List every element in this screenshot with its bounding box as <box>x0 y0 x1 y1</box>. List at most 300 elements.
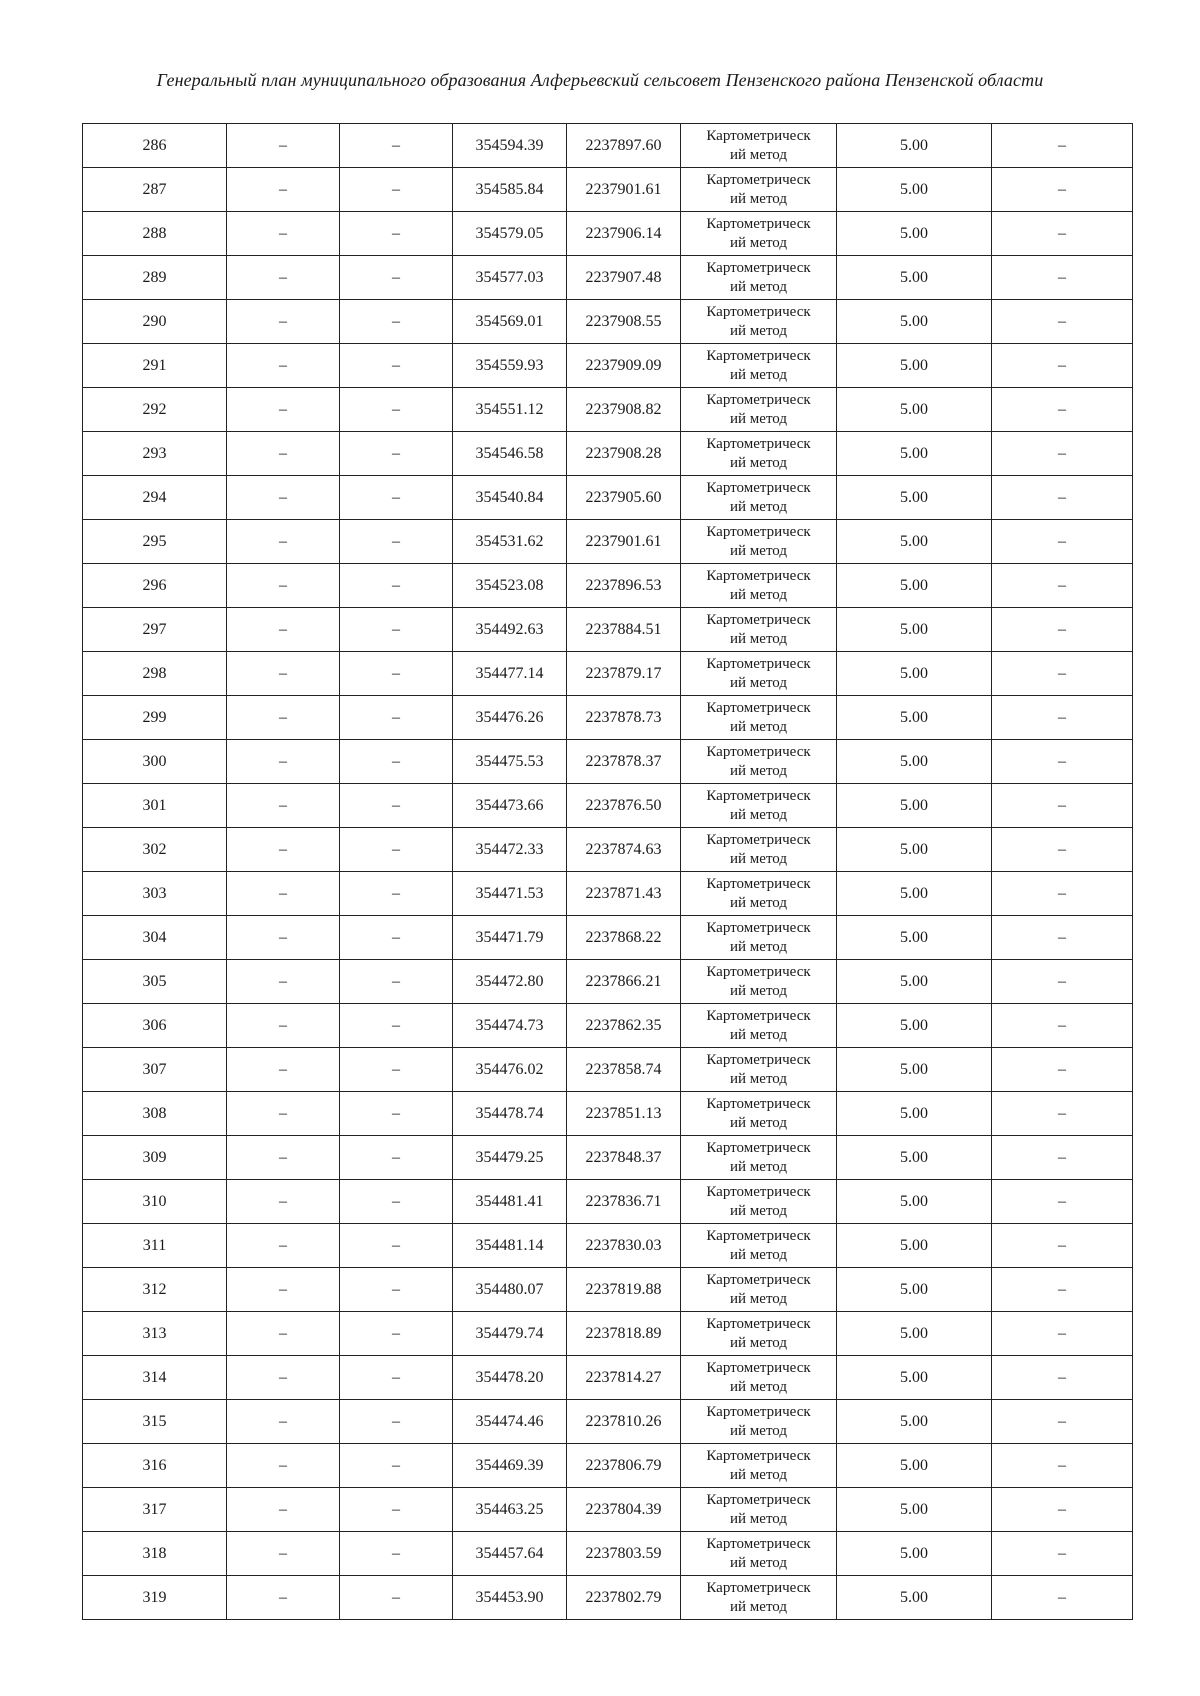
dash-cell: – <box>340 960 453 1004</box>
method-text-line: Картометрическ <box>706 1184 811 1200</box>
method-cell <box>681 652 837 696</box>
table-row <box>83 476 1133 520</box>
dash-cell: – <box>340 212 453 256</box>
x-coordinate-cell: 354474.73 <box>453 1004 567 1048</box>
dash-cell: – <box>340 608 453 652</box>
precision-cell: 5.00 <box>837 1092 992 1136</box>
dash-cell: – <box>340 1532 453 1576</box>
x-coordinate-cell: 354577.03 <box>453 256 567 300</box>
y-coordinate-cell: 2237908.28 <box>567 432 681 476</box>
dash-cell: – <box>227 1136 340 1180</box>
dash-cell: – <box>227 1488 340 1532</box>
precision-cell: 5.00 <box>837 1224 992 1268</box>
dash-cell: – <box>992 1400 1133 1444</box>
precision-cell: 5.00 <box>837 960 992 1004</box>
point-number-cell: 315 <box>83 1400 227 1444</box>
dash-cell: – <box>340 916 453 960</box>
y-coordinate-cell: 2237858.74 <box>567 1048 681 1092</box>
point-number-cell: 299 <box>83 696 227 740</box>
y-coordinate-cell: 2237878.73 <box>567 696 681 740</box>
precision-cell: 5.00 <box>837 1136 992 1180</box>
point-number-cell: 314 <box>83 1356 227 1400</box>
method-text-line: ий метод <box>729 983 787 999</box>
dash-cell: – <box>340 344 453 388</box>
method-text-line: ий метод <box>729 1379 787 1395</box>
precision-cell: 5.00 <box>837 1048 992 1092</box>
dash-cell: – <box>340 256 453 300</box>
dash-cell: – <box>340 1576 453 1620</box>
point-number-cell: 287 <box>83 168 227 212</box>
dash-cell: – <box>340 1400 453 1444</box>
precision-cell: 5.00 <box>837 1312 992 1356</box>
dash-cell: – <box>340 168 453 212</box>
point-number-cell: 308 <box>83 1092 227 1136</box>
method-cell <box>681 916 837 960</box>
dash-cell: – <box>227 1180 340 1224</box>
x-coordinate-cell: 354492.63 <box>453 608 567 652</box>
precision-cell: 5.00 <box>837 1488 992 1532</box>
dash-cell: – <box>340 1268 453 1312</box>
method-text-line: ий метод <box>729 1071 787 1087</box>
method-text-line: Картометрическ <box>706 964 811 980</box>
table-row <box>83 388 1133 432</box>
method-text-line: ий метод <box>729 323 787 339</box>
method-text-line: Картометрическ <box>706 524 811 540</box>
dash-cell: – <box>992 344 1133 388</box>
dash-cell: – <box>227 916 340 960</box>
y-coordinate-cell: 2237905.60 <box>567 476 681 520</box>
precision-cell: 5.00 <box>837 212 992 256</box>
y-coordinate-cell: 2237896.53 <box>567 564 681 608</box>
point-number-cell: 310 <box>83 1180 227 1224</box>
table-row <box>83 212 1133 256</box>
dash-cell: – <box>992 476 1133 520</box>
dash-cell: – <box>227 300 340 344</box>
method-text-line: ий метод <box>729 675 787 691</box>
table-row <box>83 1532 1133 1576</box>
dash-cell: – <box>227 1400 340 1444</box>
precision-cell: 5.00 <box>837 916 992 960</box>
y-coordinate-cell: 2237901.61 <box>567 520 681 564</box>
table-row <box>83 1224 1133 1268</box>
point-number-cell: 289 <box>83 256 227 300</box>
dash-cell: – <box>227 388 340 432</box>
point-number-cell: 319 <box>83 1576 227 1620</box>
dash-cell: – <box>340 564 453 608</box>
dash-cell: – <box>340 1180 453 1224</box>
dash-cell: – <box>340 1004 453 1048</box>
precision-cell: 5.00 <box>837 256 992 300</box>
dash-cell: – <box>227 696 340 740</box>
dash-cell: – <box>340 476 453 520</box>
dash-cell: – <box>340 1312 453 1356</box>
dash-cell: – <box>992 916 1133 960</box>
table-row <box>83 1400 1133 1444</box>
point-number-cell: 286 <box>83 124 227 168</box>
method-cell <box>681 1224 837 1268</box>
method-text-line: ий метод <box>729 1335 787 1351</box>
precision-cell: 5.00 <box>837 784 992 828</box>
y-coordinate-cell: 2237907.48 <box>567 256 681 300</box>
precision-cell: 5.00 <box>837 1532 992 1576</box>
table-row <box>83 1488 1133 1532</box>
precision-cell: 5.00 <box>837 476 992 520</box>
dash-cell: – <box>992 652 1133 696</box>
method-text-line: Картометрическ <box>706 436 811 452</box>
dash-cell: – <box>227 828 340 872</box>
method-cell <box>681 1532 837 1576</box>
dash-cell: – <box>992 432 1133 476</box>
method-text-line: ий метод <box>729 147 787 163</box>
point-number-cell: 290 <box>83 300 227 344</box>
dash-cell: – <box>992 1268 1133 1312</box>
x-coordinate-cell: 354546.58 <box>453 432 567 476</box>
y-coordinate-cell: 2237830.03 <box>567 1224 681 1268</box>
dash-cell: – <box>340 300 453 344</box>
point-number-cell: 303 <box>83 872 227 916</box>
x-coordinate-cell: 354569.01 <box>453 300 567 344</box>
method-text-line: Картометрическ <box>706 260 811 276</box>
table-row <box>83 608 1133 652</box>
table-row <box>83 344 1133 388</box>
method-text-line: Картометрическ <box>706 216 811 232</box>
precision-cell: 5.00 <box>837 300 992 344</box>
method-text-line: ий метод <box>729 1291 787 1307</box>
dash-cell: – <box>227 1048 340 1092</box>
method-text-line: Картометрическ <box>706 172 811 188</box>
dash-cell: – <box>227 872 340 916</box>
method-text-line: ий метод <box>729 763 787 779</box>
dash-cell: – <box>340 1048 453 1092</box>
precision-cell: 5.00 <box>837 564 992 608</box>
method-text-line: ий метод <box>729 191 787 207</box>
dash-cell: – <box>992 212 1133 256</box>
table-row <box>83 1004 1133 1048</box>
method-text-line: ий метод <box>729 279 787 295</box>
dash-cell: – <box>227 476 340 520</box>
y-coordinate-cell: 2237871.43 <box>567 872 681 916</box>
precision-cell: 5.00 <box>837 1576 992 1620</box>
x-coordinate-cell: 354476.26 <box>453 696 567 740</box>
dash-cell: – <box>340 1488 453 1532</box>
table-row <box>83 784 1133 828</box>
y-coordinate-cell: 2237909.09 <box>567 344 681 388</box>
point-number-cell: 292 <box>83 388 227 432</box>
method-text-line: Картометрическ <box>706 568 811 584</box>
method-text-line: ий метод <box>729 367 787 383</box>
table-body <box>83 124 1133 1620</box>
x-coordinate-cell: 354457.64 <box>453 1532 567 1576</box>
method-text-line: Картометрическ <box>706 744 811 760</box>
method-text-line: ий метод <box>729 1115 787 1131</box>
y-coordinate-cell: 2237908.82 <box>567 388 681 432</box>
point-number-cell: 300 <box>83 740 227 784</box>
dash-cell: – <box>992 300 1133 344</box>
table-row <box>83 1312 1133 1356</box>
method-text-line: Картометрическ <box>706 656 811 672</box>
dash-cell: – <box>340 652 453 696</box>
table-row <box>83 960 1133 1004</box>
y-coordinate-cell: 2237901.61 <box>567 168 681 212</box>
point-number-cell: 318 <box>83 1532 227 1576</box>
method-text-line: Картометрическ <box>706 1052 811 1068</box>
dash-cell: – <box>992 168 1133 212</box>
dash-cell: – <box>340 388 453 432</box>
precision-cell: 5.00 <box>837 1444 992 1488</box>
method-cell <box>681 1576 837 1620</box>
method-text-line: ий метод <box>729 587 787 603</box>
y-coordinate-cell: 2237874.63 <box>567 828 681 872</box>
x-coordinate-cell: 354481.14 <box>453 1224 567 1268</box>
table-row <box>83 1576 1133 1620</box>
method-cell <box>681 608 837 652</box>
method-text-line: ий метод <box>729 939 787 955</box>
y-coordinate-cell: 2237802.79 <box>567 1576 681 1620</box>
method-text-line: Картометрическ <box>706 128 811 144</box>
method-cell <box>681 1312 837 1356</box>
precision-cell: 5.00 <box>837 1356 992 1400</box>
x-coordinate-cell: 354473.66 <box>453 784 567 828</box>
dash-cell: – <box>227 960 340 1004</box>
point-number-cell: 313 <box>83 1312 227 1356</box>
table-row <box>83 1136 1133 1180</box>
dash-cell: – <box>227 1356 340 1400</box>
dash-cell: – <box>227 608 340 652</box>
precision-cell: 5.00 <box>837 608 992 652</box>
table-row <box>83 916 1133 960</box>
dash-cell: – <box>227 432 340 476</box>
y-coordinate-cell: 2237814.27 <box>567 1356 681 1400</box>
dash-cell: – <box>227 124 340 168</box>
point-number-cell: 294 <box>83 476 227 520</box>
y-coordinate-cell: 2237868.22 <box>567 916 681 960</box>
method-cell <box>681 1048 837 1092</box>
method-text-line: ий метод <box>729 719 787 735</box>
y-coordinate-cell: 2237804.39 <box>567 1488 681 1532</box>
method-cell <box>681 212 837 256</box>
y-coordinate-cell: 2237876.50 <box>567 784 681 828</box>
method-cell <box>681 1268 837 1312</box>
precision-cell: 5.00 <box>837 652 992 696</box>
method-cell <box>681 784 837 828</box>
point-number-cell: 305 <box>83 960 227 1004</box>
point-number-cell: 304 <box>83 916 227 960</box>
method-text-line: ий метод <box>729 631 787 647</box>
y-coordinate-cell: 2237848.37 <box>567 1136 681 1180</box>
x-coordinate-cell: 354474.46 <box>453 1400 567 1444</box>
y-coordinate-cell: 2237879.17 <box>567 652 681 696</box>
point-number-cell: 311 <box>83 1224 227 1268</box>
method-cell <box>681 1356 837 1400</box>
table-row <box>83 564 1133 608</box>
y-coordinate-cell: 2237906.14 <box>567 212 681 256</box>
dash-cell: – <box>992 740 1133 784</box>
method-text-line: Картометрическ <box>706 1448 811 1464</box>
x-coordinate-cell: 354559.93 <box>453 344 567 388</box>
method-cell <box>681 1092 837 1136</box>
y-coordinate-cell: 2237897.60 <box>567 124 681 168</box>
dash-cell: – <box>227 1312 340 1356</box>
table-row <box>83 1048 1133 1092</box>
method-text-line: ий метод <box>729 895 787 911</box>
y-coordinate-cell: 2237878.37 <box>567 740 681 784</box>
point-number-cell: 309 <box>83 1136 227 1180</box>
method-cell <box>681 124 837 168</box>
point-number-cell: 307 <box>83 1048 227 1092</box>
method-text-line: Картометрическ <box>706 1404 811 1420</box>
table-row <box>83 652 1133 696</box>
method-text-line: ий метод <box>729 543 787 559</box>
table-row <box>83 256 1133 300</box>
precision-cell: 5.00 <box>837 828 992 872</box>
method-text-line: Картометрическ <box>706 1492 811 1508</box>
method-cell <box>681 740 837 784</box>
method-text-line: ий метод <box>729 1027 787 1043</box>
dash-cell: – <box>227 212 340 256</box>
method-cell <box>681 828 837 872</box>
x-coordinate-cell: 354472.33 <box>453 828 567 872</box>
method-cell <box>681 344 837 388</box>
dash-cell: – <box>992 784 1133 828</box>
dash-cell: – <box>227 344 340 388</box>
dash-cell: – <box>340 872 453 916</box>
y-coordinate-cell: 2237862.35 <box>567 1004 681 1048</box>
x-coordinate-cell: 354540.84 <box>453 476 567 520</box>
point-number-cell: 291 <box>83 344 227 388</box>
method-cell <box>681 300 837 344</box>
x-coordinate-cell: 354594.39 <box>453 124 567 168</box>
dash-cell: – <box>227 1444 340 1488</box>
x-coordinate-cell: 354579.05 <box>453 212 567 256</box>
table-row <box>83 124 1133 168</box>
method-cell <box>681 1488 837 1532</box>
method-text-line: Картометрическ <box>706 612 811 628</box>
dash-cell: – <box>992 1312 1133 1356</box>
point-number-cell: 298 <box>83 652 227 696</box>
x-coordinate-cell: 354478.20 <box>453 1356 567 1400</box>
method-text-line: Картометрическ <box>706 1360 811 1376</box>
method-text-line: ий метод <box>729 411 787 427</box>
method-text-line: ий метод <box>729 851 787 867</box>
method-text-line: ий метод <box>729 499 787 515</box>
method-text-line: Картометрическ <box>706 700 811 716</box>
method-text-line: ий метод <box>729 1511 787 1527</box>
x-coordinate-cell: 354531.62 <box>453 520 567 564</box>
method-text-line: Картометрическ <box>706 1580 811 1596</box>
page-header-title: Генеральный план муниципального образования Алферьевский сельсовет Пензенского района Пензенской области <box>156 70 1044 90</box>
y-coordinate-cell: 2237819.88 <box>567 1268 681 1312</box>
dash-cell: – <box>340 432 453 476</box>
precision-cell: 5.00 <box>837 1400 992 1444</box>
method-text-line: Картометрическ <box>706 1272 811 1288</box>
point-number-cell: 301 <box>83 784 227 828</box>
point-number-cell: 316 <box>83 1444 227 1488</box>
method-cell <box>681 1444 837 1488</box>
method-text-line: ий метод <box>729 1555 787 1571</box>
method-text-line: ий метод <box>729 1247 787 1263</box>
dash-cell: – <box>992 1180 1133 1224</box>
dash-cell: – <box>227 520 340 564</box>
point-number-cell: 312 <box>83 1268 227 1312</box>
y-coordinate-cell: 2237810.26 <box>567 1400 681 1444</box>
dash-cell: – <box>227 1268 340 1312</box>
dash-cell: – <box>992 1048 1133 1092</box>
dash-cell: – <box>227 168 340 212</box>
point-number-cell: 306 <box>83 1004 227 1048</box>
y-coordinate-cell: 2237866.21 <box>567 960 681 1004</box>
method-text-line: ий метод <box>729 1599 787 1615</box>
method-cell <box>681 168 837 212</box>
dash-cell: – <box>227 740 340 784</box>
dash-cell: – <box>227 564 340 608</box>
dash-cell: – <box>227 784 340 828</box>
precision-cell: 5.00 <box>837 344 992 388</box>
method-text-line: ий метод <box>729 807 787 823</box>
point-number-cell: 302 <box>83 828 227 872</box>
y-coordinate-cell: 2237884.51 <box>567 608 681 652</box>
table-row <box>83 1268 1133 1312</box>
table-row <box>83 1180 1133 1224</box>
method-text-line: Картометрическ <box>706 480 811 496</box>
method-text-line: Картометрическ <box>706 876 811 892</box>
x-coordinate-cell: 354476.02 <box>453 1048 567 1092</box>
precision-cell: 5.00 <box>837 1004 992 1048</box>
method-cell <box>681 1400 837 1444</box>
dash-cell: – <box>992 1356 1133 1400</box>
point-number-cell: 288 <box>83 212 227 256</box>
precision-cell: 5.00 <box>837 872 992 916</box>
precision-cell: 5.00 <box>837 168 992 212</box>
method-cell <box>681 520 837 564</box>
method-text-line: ий метод <box>729 455 787 471</box>
dash-cell: – <box>340 1092 453 1136</box>
dash-cell: – <box>340 828 453 872</box>
dash-cell: – <box>992 608 1133 652</box>
method-text-line: Картометрическ <box>706 1008 811 1024</box>
dash-cell: – <box>340 1444 453 1488</box>
method-text-line: ий метод <box>729 1159 787 1175</box>
dash-cell: – <box>227 1004 340 1048</box>
method-cell <box>681 696 837 740</box>
dash-cell: – <box>340 520 453 564</box>
precision-cell: 5.00 <box>837 1268 992 1312</box>
dash-cell: – <box>227 256 340 300</box>
y-coordinate-cell: 2237836.71 <box>567 1180 681 1224</box>
table-row <box>83 168 1133 212</box>
x-coordinate-cell: 354463.25 <box>453 1488 567 1532</box>
table-row <box>83 1092 1133 1136</box>
method-cell <box>681 1136 837 1180</box>
dash-cell: – <box>992 1444 1133 1488</box>
x-coordinate-cell: 354472.80 <box>453 960 567 1004</box>
y-coordinate-cell: 2237806.79 <box>567 1444 681 1488</box>
x-coordinate-cell: 354478.74 <box>453 1092 567 1136</box>
table-row <box>83 872 1133 916</box>
method-cell <box>681 960 837 1004</box>
method-cell <box>681 872 837 916</box>
precision-cell: 5.00 <box>837 388 992 432</box>
dash-cell: – <box>227 1532 340 1576</box>
dash-cell: – <box>992 872 1133 916</box>
x-coordinate-cell: 354475.53 <box>453 740 567 784</box>
table-row <box>83 696 1133 740</box>
dash-cell: – <box>992 696 1133 740</box>
method-text-line: ий метод <box>729 235 787 251</box>
x-coordinate-cell: 354585.84 <box>453 168 567 212</box>
precision-cell: 5.00 <box>837 696 992 740</box>
table-row <box>83 740 1133 784</box>
x-coordinate-cell: 354481.41 <box>453 1180 567 1224</box>
